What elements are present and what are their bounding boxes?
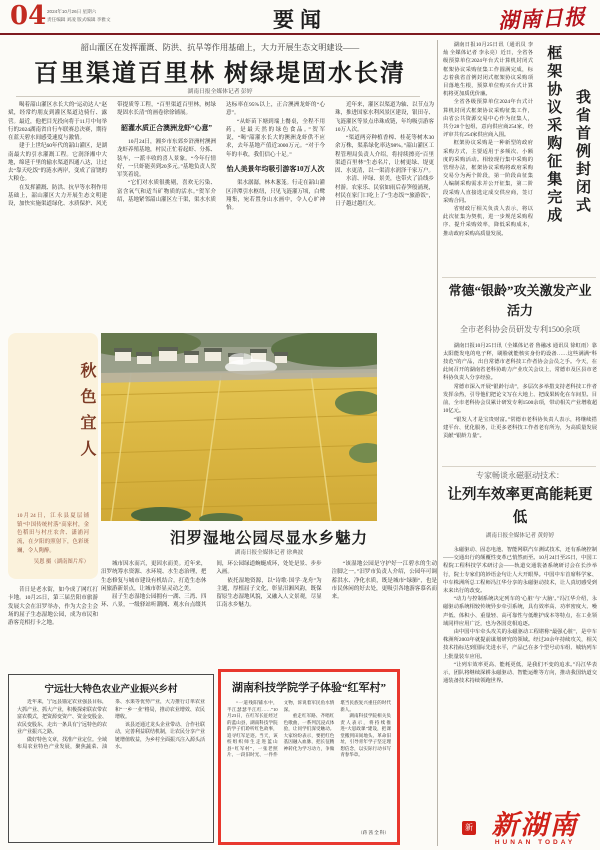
body-paragraph: 近年来，灌区以渠道为轴、以节点为珠，推进国家水利风景区建设，银田寺、飞涟灌区等景点串珠成链，年均吸引游客10万人次。 xyxy=(335,102,434,133)
body-paragraph: 湖南日报10月25日讯（通讯员 李灿 全媒体记者 李永亮）近日，全省各级预算单位2024年台式计算机封闭式框架协议采购征集工作圆满完成，标志着我省首例封闭式框架协议采购项目落地生根，预算单位购买台式计算机将更加质优价廉。 xyxy=(443,42,533,98)
body-paragraph: 省财政厅相关负责人表示，将以此次征集为契机，进一步规范采购程序、提升采购效率，降低采购成本，推动政府采购高质量发展。 xyxy=(443,206,533,237)
body-subhead: 怡人美景年均吸引游客10万人次 xyxy=(226,164,325,173)
divider xyxy=(442,277,596,278)
body-paragraph: 10月24日，湘乡市东郊乡浒洲村澳洲龙虾养殖基地，村民正忙着起虾、分拣、装车，一派丰收的喜人景象。“今年行情好，一只虾能卖到20多元。”基地负责人贺军笑着说。 xyxy=(117,139,217,178)
page-number: 04 xyxy=(10,1,47,31)
logo-subtitle: HUNAN TODAY xyxy=(494,839,576,846)
body-paragraph: 近年来，宁远县锚定农业强县目标，大抓产业、抓大产业，积极探索联农带农富农模式，把资源变资产、资金变股金、农民变股东，走出一条具有宁远特色的农业产业振兴之路。 xyxy=(17,700,108,735)
body-paragraph: 湖南日报10月25日讯（全媒体记者 鲁融冰 通讯员 徐虹雨）靠太阳能发电的电子秤，刷脸就能核实身份的设备……这些满满“科技范”的产品，出自常德市老科技工作者协会会员之手。今天，在此间召开的湖南省老科协助力产业攻关会议上，常德市及区县市老科协负责人分享经验。 xyxy=(443,342,597,382)
caption-title: 秋色宜人 xyxy=(78,362,95,466)
caption-text xyxy=(17,512,89,567)
photo-caption-box xyxy=(8,333,98,579)
body-paragraph: 渠水潺潺，林木葱茏。行走在韶山灌区洋潭引水枢纽，只见飞涟灌万顷，白鹭翔集，宛若置身山水画中，令人心旷神怡。 xyxy=(226,180,326,211)
redbox-signoff: （蒋 茜 全 科） xyxy=(357,830,389,835)
lead-headline: 百里渠道百里林 树绿堤固水长清 xyxy=(34,61,406,87)
procurement-vertical-headline xyxy=(539,45,597,233)
divider xyxy=(442,466,596,467)
headline-line-left: 框架协议采购征集完成 xyxy=(545,45,562,225)
body-paragraph: “银发人才是宝贵财富。”常德市老科协负责人表示，将继续搭建平台、优化服务，让更多老科技工作者老有所为，为高质量发展贡献“银龄力量”。 xyxy=(443,416,597,439)
body-paragraph: 屈子生态湿地公园拥有一湖、三湾、四环、八景，一级驿站听潮阁、观水台点缀其间，环公园绿道蜿蜒成环，处处是景、步步入画。 xyxy=(101,561,322,609)
body-paragraph: 永磁驱动、固态电池、智能网联汽车测试技术，还有系统控制——交通出行的颠覆性变革已悄然而至。10月24日至25日，中国工程院工程科技学术研讨会——轨道交通装备系统研讨会在长沙举行，院士专家们的妙语金句让人大开眼界。中国中车首席科学家、中车株洲所总工程师冯江华分享的永磁驱动技术，让人真切感受到未来出行的改变。 xyxy=(443,546,597,594)
wetland-body xyxy=(101,560,437,668)
body-paragraph: 重走红军路、齐唱红色歌曲，一系列沉浸式体验，让同学们深受触动。大家纷纷表示，要把红色基因融入血脉，把长征精神转化为学习动力，争做堪当民族复兴重任的时代新人。 xyxy=(283,700,391,751)
caption-body: 10月24日，江永县夏层铺镇“中国传统村落”高家村，金色稻田与村庄农舍、潇浦河流，在夕阳的照射下，色彩斑斓，令人陶醉。 xyxy=(17,513,89,554)
headline-line-right: 我省首例封闭式 xyxy=(574,89,590,215)
highlighted-article-box xyxy=(218,669,400,845)
body-paragraph: 依托湿地资源，以“诗歌·国学·龙舟”为主题，厚植屈子文化，彰显汨湘风韵，既保留原生态湿地风貌，又融入人文景观，尽显江南水乡魅力。 xyxy=(216,577,322,609)
body-paragraph: “让列车效率更高、能耗更低，是我们不变的追求。”冯江华表示，团队将继续深耕永磁驱动、智能运维等方向，推动我国轨道交通装备技术持续领跑世界。 xyxy=(443,661,597,685)
body-paragraph: “它们对水质很挑剔，喜欢无污染、富含氧气和适当矿物质的活水。”贺军介绍，基地紧邻韶山灌区左干渠，渠水水质达标率在95%以上，正合澳洲龙虾的“心意”。 xyxy=(117,102,325,203)
body-paragraph: 湖南科技学院相关负责人表示，将持续推进“大思政课”建设，把课堂搬到田间地头、革命旧址，引导青年学子坚定理想信念，以实际行动书写青春华章。 xyxy=(340,713,391,758)
maglev-body xyxy=(443,546,597,685)
maglev-headline: 让列车效率更高能耗更低 xyxy=(447,487,593,526)
date-line: 2024年10月26日 星期六 xyxy=(47,9,97,14)
maglev-kicker: 专家畅谈永磁驱动技术： xyxy=(476,471,564,480)
redbox-headline: 湖南科技学院学子体验“红军村” xyxy=(232,682,386,694)
logo-name: 新湖南 xyxy=(491,809,579,840)
logo-seal-icon: 新 xyxy=(462,821,476,835)
body-paragraph: “一道残阳铺水中，半江瑟瑟半江红……”10月23日，在红军长征经过的蓝山县，湖南科技学院的学子们聆听红色故事，追寻红军足迹。当天，该校组织师生走进蓝山县“红军村”，一张老照片、一段旧时光、一件件文物，诉说着军民鱼水情深。 xyxy=(227,700,335,758)
hunan-today-logo xyxy=(465,809,594,846)
maglev-byline: 湖南日报全媒体记者 黄婷婷 xyxy=(485,533,555,540)
body-paragraph: 做好特色文章，找准产业定位。全域布局农业特色产业发展，聚焦蔬菜、油茶、水果等优势产业，大力推行订单农业和“一乡一业”格局，推动农业增效、农民增收。 xyxy=(17,700,205,750)
redbox-body xyxy=(227,700,391,828)
section-title: 要闻 xyxy=(273,8,327,32)
wetland-headline: 汨罗湿地公园尽显水乡魅力 xyxy=(169,530,368,547)
body-paragraph: 框架协议采购是一种新型的政府采购方式，主要适用于多频次、小额度的采购活动。相较现行集中采购的管理办法，框架协议采购将政府采购交易分为两个阶段，第一阶段由征集人编制采购需求并公开征集，第二阶段采购人直接选定成交供应商，签订采购合同。 xyxy=(443,140,533,204)
body-paragraph: 喝着韶山灌区水长大的“运动达人”赵斌，经常约朋友到灌区渠道边骑行、露营。最近，他把目光投向将于11月中旬举行的2024湖南省自行车联赛总决赛，期待在蓝天碧水间感受速度与激情。 xyxy=(8,102,108,141)
ningyuan-headline: 宁远壮大特色农业产业振兴乡村 xyxy=(44,685,178,695)
divider xyxy=(16,96,420,97)
changde-subhead: 全市老科协会员研发专利1500余项 xyxy=(460,325,580,335)
body-subhead: 韶灌水质正合澳洲龙虾“心意” xyxy=(121,123,212,132)
changde-article xyxy=(443,281,597,463)
body-paragraph: 城市因水而兴，更因水而美。近年来，汨罗统筹水资源、水环境、水生态治理，把生态修复与城市建设有机结合，打造生态休闲旅游新景点，让城市彰显灵动之美。 xyxy=(101,561,207,592)
body-paragraph: “从虾苗下塘到端上餐桌，全程不用药，是最天然的绿色食品。”贺军说，“喝”韶灌水长大的澳洲龙虾供不应求，去年基地产值近3000万元。“对于今年的丰收，我们信心十足。” xyxy=(226,118,325,158)
ningyuan-article-box xyxy=(8,674,214,843)
changde-body xyxy=(443,342,597,440)
body-paragraph: 由中国中车牵头攻关的永磁驱动工程堪称“最强心脏”，是中车株洲所2003年就提前谋划研究的领域。经过20余年持续攻关，相关技术指标达到国际先进水平，产品已在多个型号动车组、城轨列车上批量装车应用。 xyxy=(443,629,597,660)
ningyuan-body xyxy=(17,699,205,837)
wetland-left-column xyxy=(8,586,98,670)
column-divider xyxy=(437,40,438,846)
body-paragraph: “渠道两旁种植香樟、桂花等树木30余万株，渠系绿化率达98%。”韶山灌区工程管理局负责人介绍，将持续擦亮“百里渠道百里林”生态名片，让树更绿、堤更固、水更清，以一渠清水润泽千家万户。 xyxy=(335,135,434,174)
lead-body xyxy=(8,101,434,329)
editor-line: 责任编辑 刘凌 版式编辑 李雅文 xyxy=(47,16,111,22)
page-header xyxy=(0,0,600,35)
body-paragraph: 常德市深入开展“银龄行动”，多层次多举措支持老科技工作者发挥余热，引导他们把论文写在大地上、把成果转化在车间里。目前，全市老科协会员累计研发专利1500余项，带动相关产业增收超10亿元。 xyxy=(443,383,597,415)
body-paragraph: 水清、岸绿、景美，也带火了沿线乡村游。农家乐、民宿如雨后春笋般涌现，村民在家门口吃上了“生态饭”“旅游饭”，日子越过越红火。 xyxy=(335,176,434,207)
aerial-photo xyxy=(101,333,377,521)
changde-headline: 常德“银龄”攻关激发产业活力 xyxy=(448,283,592,319)
body-paragraph: 该县还通过龙头企业带动、合作社联动，完善利益联结机制，让农民分享产业链增值收益，为乡村全面振兴注入源头活水。 xyxy=(115,722,205,750)
body-paragraph: 建于上世纪60年代的韶山灌区，是湖南最大的引水灌溉工程。它润泽湘中大地，绵延千里的输水渠道四通八达，让过去“靠天吃饭”的涟水两岸，变成了富饶的大粮仓。 xyxy=(8,143,108,183)
body-paragraph: 昔日是老水街，如今成了网红打卡地。10月25日，第三届岳阳市旅游发展大会在汨罗举办，作为大会主会场的屈子生态湿地公园，成为市民和游客竞相打卡之地。 xyxy=(8,587,98,626)
maglev-article xyxy=(443,470,597,800)
masthead-logo: 湖南日报 xyxy=(497,4,587,34)
body-paragraph: “该湿地公园是守护好一江碧水的生动注脚之一。”汨罗市负责人介绍，公园年可调蓄洪水、净化水质，既是城市“绿肺”，也是市民休闲的好去处，更吸引各地游客慕名而来。 xyxy=(331,561,437,600)
body-paragraph: 全省各级预算单位2024年台式计算机封闭式框架协议采购征集工作，由省公共资源交易中心作为征集人，共分28个包组，意向供应商254家，经评审共有254家供应商入围。 xyxy=(443,99,533,139)
body-paragraph: 在发挥灌溉、防洪、抗旱等水利作用基础上，韶山灌区大力开展生态文明建设，加快实施渠道绿化、水质保护、风光带提质等工程，“百里渠道百里林，树绿堤固水长清”的画卷徐徐铺展。 xyxy=(8,102,216,207)
body-paragraph: “动力与控制系统决定列车的‘心脏’与‘大脑’。”冯江华介绍，永磁驱动系统相较传统异步牵引系统，具有效率高、功率密度大、噪声低、体积小、重量轻、高可靠性与低维护成本等特点，在工业领域同样应用广泛，也为各国竞相追逐。 xyxy=(443,596,597,627)
rice-field-photo xyxy=(101,333,377,521)
lead-byline: 湖南日报全媒体记者 彭婷 xyxy=(187,89,253,95)
photo-credit: 吴恩 摄（湖南图片库） xyxy=(33,559,89,566)
lead-kicker: 韶山灌区在发挥灌溉、防洪、抗旱等作用基础上，大力开展生态文明建设—— xyxy=(80,43,360,52)
wetland-byline: 湖南日报全媒体记者 徐典波 xyxy=(234,550,304,556)
procurement-article xyxy=(443,41,597,275)
